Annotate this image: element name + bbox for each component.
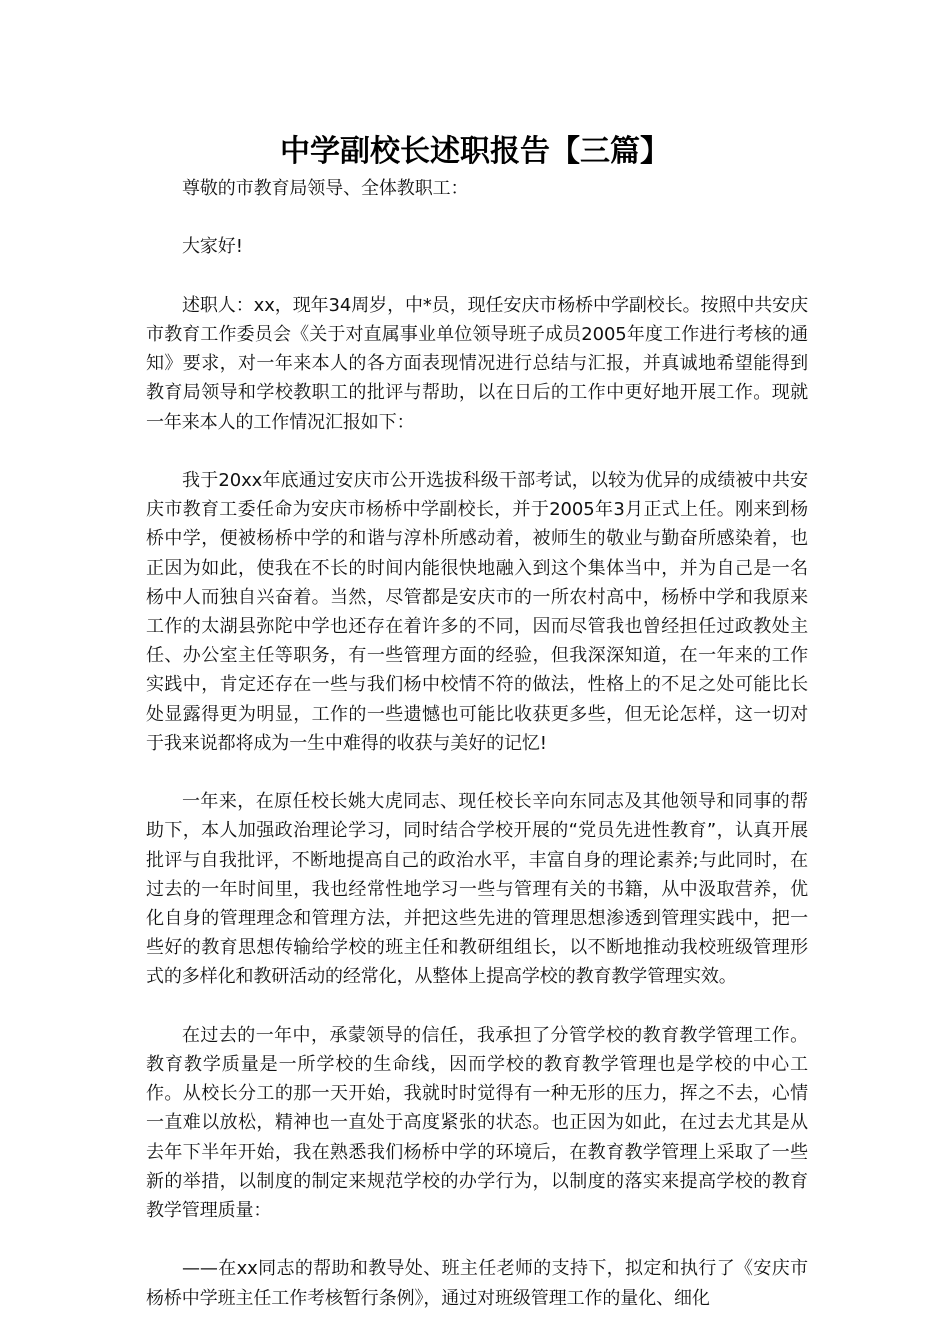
- salutation-paragraph: 尊敬的市教育局领导、全体教职工：: [182, 178, 469, 199]
- body-paragraph: 述职人：xx，现年34周岁，中*员，现任安庆市杨桥中学副校长。按照中共安庆市教育工作委员会《关于对直属事业单位领导班子成员2005年度工作进行考核的通知》要求，对一年来本人的各方面表现情况进行总结与汇报，并真诚地希望能得到教育局领导和学校教职工的批评与帮助，以在日后的工作中更好地开展工作。现就一年来本人的工作情况汇报如下：: [146, 294, 808, 433]
- body-paragraph: ——在xx同志的帮助和教导处、班主任老师的支持下，拟定和执行了《安庆市杨桥中学班主任工作考核暂行条例》，通过对班级管理工作的量化、细化: [146, 1258, 808, 1309]
- document-title: 中学副校长述职报告【三篇】: [280, 134, 670, 169]
- greeting-paragraph: 大家好!: [182, 236, 243, 258]
- body-paragraph: 在过去的一年中，承蒙领导的信任，我承担了分管学校的教育教学管理工作。教育教学质量是一所学校的生命线，因而学校的教育教学管理也是学校的中心工作。从校长分工的那一天开始，我就时时觉得有一种无形的压力，挥之不去，心情一直难以放松，精神也一直处于高度紧张的状态。也正因为如此，在过去尤其是从去年下半年开始，我在熟悉我们杨桥中学的环境后，在教育教学管理上采取了一些新的举措，以制度的制定来规范学校的办学行为，以制度的落实来提高学校的教育教学管理质量：: [146, 1024, 808, 1222]
- body-paragraph: 我于20xx年底通过安庆市公开选拔科级干部考试，以较为优异的成绩被中共安庆市教育工委任命为安庆市杨桥中学副校长，并于2005年3月正式上任。刚来到杨桥中学，便被杨桥中学的和谐与淳朴所感动着，被师生的敬业与勤奋所感染着，也正因为如此，使我在不长的时间内能很快地融入到这个集体当中，并为自己是一名杨中人而独自兴奋着。当然，尽管都是安庆市的一所农村高中，杨桥中学和我原来工作的太湖县弥陀中学也还存在着许多的不同，因而尽管我也曾经担任过政教处主任、办公室主任等职务，有一些管理方面的经验，但我深深知道，在一年来的工作实践中，肯定还存在一些与我们杨中校情不符的做法，性格上的不足之处可能比长处显露得更为明显，工作的一些遗憾也可能比收获更多些，但无论怎样，这一切对于我来说都将成为一生中难得的收获与美好的记忆!: [146, 469, 808, 754]
- body-paragraph: 一年来，在原任校长姚大虎同志、现任校长辛向东同志及其他领导和同事的帮助下，本人加强政治理论学习，同时结合学校开展的“党员先进性教育”，认真开展批评与自我批评，不断地提高自己的政治水平，丰富自身的理论素养;与此同时，在过去的一年时间里，我也经常性地学习一些与管理有关的书籍，从中汲取营养，优化自身的管理理念和管理方法，并把这些先进的管理思想渗透到管理实践中，把一些好的教育思想传输给学校的班主任和教研组组长，以不断地推动我校班级管理形式的多样化和教研活动的经常化，从整体上提高学校的教育教学管理实效。: [146, 791, 808, 988]
- document-body: [146, 174, 808, 1313]
